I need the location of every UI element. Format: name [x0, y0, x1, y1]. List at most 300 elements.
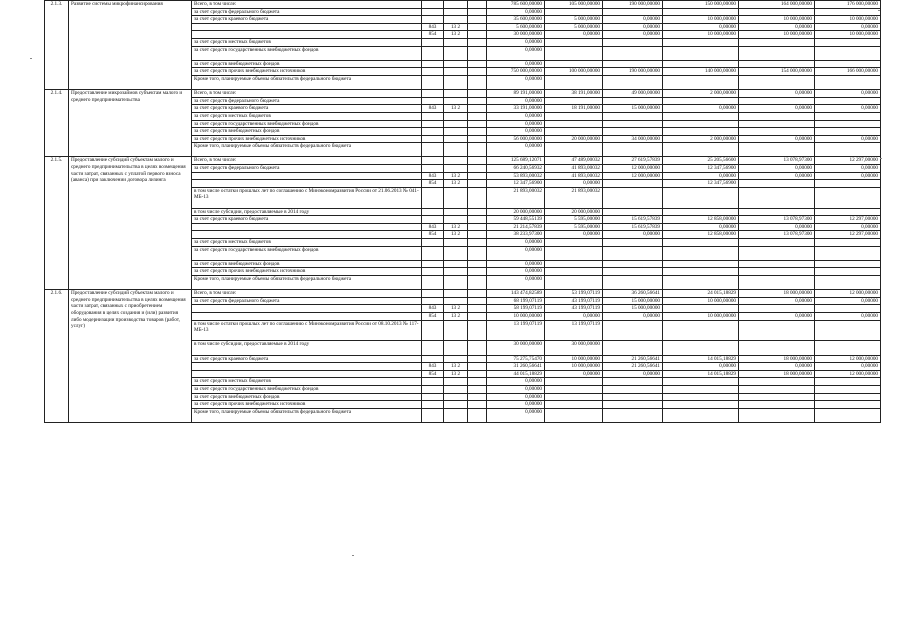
budget-subcode [444, 60, 468, 68]
amount-cell [603, 75, 663, 89]
amount-cell: 33 191,00000 [487, 105, 545, 113]
amount-cell [815, 143, 881, 157]
amount-cell: 0,00000 [487, 268, 545, 276]
amount-cell: 13 078,97300 [739, 216, 815, 224]
budget-code: 843 [422, 305, 444, 313]
scan-speck [880, 158, 882, 159]
amount-cell: 0,00000 [487, 385, 545, 393]
amount-cell: 15 619,57839 [603, 216, 663, 224]
funding-source: за счет средств государственных внебюджетных фондов [192, 46, 422, 60]
budget-code [422, 246, 444, 260]
amount-cell: 12 347,56900 [487, 180, 545, 188]
amount-cell: 18 000,00000 [739, 290, 815, 298]
budget-code: 854 [422, 370, 444, 378]
budget-subcode: 13 2 [444, 180, 468, 188]
item-title: Предоставление субсидий субъектам малого и среднего предпринимательства в целях возмещения части затрат, связанных с уплатой первого взноса (аванса) при заключении договора лизинга [69, 157, 192, 290]
amount-cell: 0,00000 [487, 97, 545, 105]
amount-cell: 0,00000 [815, 165, 881, 173]
amount-cell [663, 60, 739, 68]
budget-code [422, 216, 444, 224]
amount-cell: 190 000,00000 [603, 1, 663, 9]
amount-cell [663, 208, 739, 216]
budget-code [422, 401, 444, 409]
amount-cell [815, 60, 881, 68]
funding-source: за счет средств местных бюджетов [192, 112, 422, 120]
budget-code [422, 1, 444, 9]
amount-cell: 35 600,00000 [487, 16, 545, 24]
scan-speck [878, 10, 880, 11]
funding-source: за счет средств государственных внебюджетных фондов [192, 385, 422, 393]
budget-code [422, 157, 444, 165]
blank-cell [468, 341, 487, 355]
item-number: 2.1.6. [45, 290, 69, 423]
blank-cell [468, 223, 487, 231]
amount-cell [545, 275, 603, 289]
amount-cell [739, 268, 815, 276]
funding-source: в том числе субсидии, предоставляемые в 2014 году [192, 208, 422, 216]
funding-source: за счет средств краевого бюджета [192, 355, 422, 363]
amount-cell [815, 268, 881, 276]
amount-cell: 166 000,00000 [815, 68, 881, 76]
document-sheet [44, 0, 881, 423]
amount-cell: 10 000,00000 [663, 312, 739, 320]
amount-cell: 0,00000 [739, 90, 815, 98]
budget-code [422, 8, 444, 16]
blank-cell [468, 90, 487, 98]
amount-cell: 12 347,56900 [663, 180, 739, 188]
budget-subcode: 13 2 [444, 231, 468, 239]
amount-cell [663, 120, 739, 128]
amount-cell: 0,00000 [663, 223, 739, 231]
budget-subcode [444, 143, 468, 157]
amount-cell: 0,00000 [815, 23, 881, 31]
funding-source [192, 231, 422, 239]
amount-cell: 36 260,56641 [603, 290, 663, 298]
funding-source: за счет средств краевого бюджета [192, 16, 422, 24]
amount-cell [663, 8, 739, 16]
budget-code [422, 275, 444, 289]
amount-cell [739, 143, 815, 157]
blank-cell [468, 165, 487, 173]
amount-cell: 30 000,00000 [487, 31, 545, 39]
amount-cell: 49 000,00000 [603, 90, 663, 98]
amount-cell: 150 000,00000 [663, 1, 739, 9]
amount-cell: 30 000,00000 [545, 341, 603, 355]
amount-cell [545, 120, 603, 128]
budget-code [422, 60, 444, 68]
amount-cell: 0,00000 [739, 23, 815, 31]
budget-code [422, 297, 444, 305]
budget-subcode [444, 16, 468, 24]
amount-cell [815, 8, 881, 16]
amount-cell: 66 240,56932 [487, 165, 545, 173]
budget-code [422, 38, 444, 46]
table-row [45, 157, 881, 165]
blank-cell [468, 120, 487, 128]
amount-cell: 0,00000 [545, 180, 603, 188]
amount-cell: 12 000,00000 [815, 290, 881, 298]
amount-cell: 5 595,00000 [545, 216, 603, 224]
funding-source: за счет средств федерального бюджета [192, 165, 422, 173]
amount-cell [663, 393, 739, 401]
amount-cell [739, 401, 815, 409]
amount-cell [815, 97, 881, 105]
budget-subcode [444, 268, 468, 276]
table-row [45, 1, 881, 9]
blank-cell [468, 355, 487, 363]
blank-cell [468, 268, 487, 276]
amount-cell: 41 893,00032 [545, 165, 603, 173]
amount-cell: 10 000,00000 [663, 297, 739, 305]
blank-cell [468, 135, 487, 143]
blank-cell [468, 16, 487, 24]
amount-cell [603, 46, 663, 60]
budget-code [422, 208, 444, 216]
amount-cell: 38 191,00000 [545, 90, 603, 98]
budget-code [422, 97, 444, 105]
amount-cell [739, 75, 815, 89]
amount-cell [815, 275, 881, 289]
amount-cell [815, 46, 881, 60]
amount-cell [739, 239, 815, 247]
budget-subcode [444, 128, 468, 136]
budget-subcode: 13 2 [444, 305, 468, 313]
amount-cell [815, 75, 881, 89]
amount-cell [739, 275, 815, 289]
blank-cell [468, 231, 487, 239]
amount-cell [663, 401, 739, 409]
budget-subcode [444, 187, 468, 208]
amount-cell: 13 078,97300 [739, 231, 815, 239]
amount-cell [739, 305, 815, 313]
amount-cell: 0,00000 [487, 46, 545, 60]
amount-cell [603, 408, 663, 422]
amount-cell: 21 260,56641 [603, 355, 663, 363]
budget-subcode [444, 408, 468, 422]
amount-cell: 164 000,00000 [739, 1, 815, 9]
blank-cell [468, 8, 487, 16]
amount-cell: 30 000,00000 [487, 341, 545, 355]
blank-cell [468, 246, 487, 260]
budget-subcode [444, 135, 468, 143]
funding-source: за счет средств федерального бюджета [192, 297, 422, 305]
blank-cell [468, 187, 487, 208]
amount-cell: 21 260,56641 [603, 363, 663, 371]
budget-subcode [444, 378, 468, 386]
amount-cell: 0,00000 [487, 378, 545, 386]
funding-source [192, 363, 422, 371]
amount-cell: 41 893,00032 [545, 172, 603, 180]
amount-cell: 14 015,18829 [663, 370, 739, 378]
amount-cell: 68 199,07119 [487, 297, 545, 305]
funding-source: за счет средств федерального бюджета [192, 8, 422, 16]
amount-cell: 0,00000 [739, 312, 815, 320]
blank-cell [468, 75, 487, 89]
blank-cell [468, 157, 487, 165]
amount-cell [663, 378, 739, 386]
scan-speck [30, 58, 32, 59]
amount-cell [603, 180, 663, 188]
amount-cell [603, 8, 663, 16]
amount-cell [739, 393, 815, 401]
amount-cell: 0,00000 [739, 363, 815, 371]
amount-cell [739, 385, 815, 393]
blank-cell [468, 105, 487, 113]
blank-cell [468, 112, 487, 120]
amount-cell [663, 75, 739, 89]
blank-cell [468, 297, 487, 305]
budget-subcode [444, 38, 468, 46]
budget-subcode [444, 290, 468, 298]
budget-subcode: 13 2 [444, 370, 468, 378]
budget-subcode [444, 297, 468, 305]
amount-cell [739, 46, 815, 60]
amount-cell [545, 378, 603, 386]
blank-cell [468, 370, 487, 378]
amount-cell: 56 000,00000 [487, 135, 545, 143]
amount-cell: 10 000,00000 [663, 31, 739, 39]
amount-cell: 0,00000 [815, 105, 881, 113]
amount-cell [663, 128, 739, 136]
amount-cell [603, 268, 663, 276]
amount-cell: 21 893,00032 [487, 187, 545, 208]
amount-cell [815, 38, 881, 46]
amount-cell [545, 38, 603, 46]
funding-source: за счет средств местных бюджетов [192, 38, 422, 46]
amount-cell [739, 378, 815, 386]
budget-code [422, 320, 444, 341]
budget-code [422, 187, 444, 208]
amount-cell: 21 893,00032 [545, 187, 603, 208]
amount-cell: 12 297,00000 [815, 231, 881, 239]
amount-cell: 0,00000 [739, 135, 815, 143]
budget-subcode [444, 90, 468, 98]
budget-code: 843 [422, 172, 444, 180]
funding-source: за счет средств внебюджетных фондов [192, 393, 422, 401]
amount-cell: 18 000,00000 [739, 370, 815, 378]
amount-cell [545, 239, 603, 247]
amount-cell: 21 214,57839 [487, 223, 545, 231]
amount-cell [603, 320, 663, 341]
budget-subcode [444, 120, 468, 128]
blank-cell [468, 401, 487, 409]
amount-cell: 190 000,00000 [603, 68, 663, 76]
amount-cell [739, 320, 815, 341]
amount-cell [815, 112, 881, 120]
blank-cell [468, 290, 487, 298]
amount-cell: 5 000,00000 [545, 16, 603, 24]
budget-subcode [444, 216, 468, 224]
amount-cell: 15 000,00000 [603, 297, 663, 305]
amount-cell [663, 385, 739, 393]
amount-cell [739, 260, 815, 268]
amount-cell: 750 000,00000 [487, 68, 545, 76]
budget-code [422, 290, 444, 298]
amount-cell: 10 000,00000 [815, 16, 881, 24]
budget-subcode [444, 393, 468, 401]
amount-cell: 0,00000 [545, 31, 603, 39]
amount-cell: 176 000,00000 [815, 1, 881, 9]
budget-code [422, 135, 444, 143]
amount-cell: 5 595,00000 [545, 223, 603, 231]
amount-cell [603, 246, 663, 260]
budget-subcode: 13 2 [444, 23, 468, 31]
item-number: 2.1.4. [45, 90, 69, 157]
amount-cell [603, 260, 663, 268]
budget-subcode [444, 1, 468, 9]
budget-code [422, 165, 444, 173]
amount-cell: 0,00000 [603, 312, 663, 320]
funding-source: Кроме того, планируемые объемы обязательств федерального бюджета [192, 275, 422, 289]
amount-cell: 10 000,00000 [545, 363, 603, 371]
amount-cell [603, 38, 663, 46]
amount-cell: 0,00000 [487, 128, 545, 136]
amount-cell: 12 297,00000 [815, 216, 881, 224]
funding-source: в том числе остатки прошлых лет по соглашению с Минэкономразвития России от 21.06.2013 № 041-МБ-13 [192, 187, 422, 208]
funding-source: за счет средств прочих внебюджетных источников [192, 401, 422, 409]
budget-code [422, 239, 444, 247]
amount-cell [739, 8, 815, 16]
blank-cell [468, 408, 487, 422]
amount-cell [545, 75, 603, 89]
amount-cell [545, 385, 603, 393]
item-title: Предоставление субсидий субъектам малого и среднего предпринимательства в целях возмещения части затрат, связанных с приобретением оборудования в целях создания и (или) развития либо модернизации производства товаров (работ, услуг) [69, 290, 192, 423]
funding-source: за счет средств местных бюджетов [192, 239, 422, 247]
amount-cell [545, 128, 603, 136]
amount-cell: 0,00000 [603, 16, 663, 24]
budget-subcode: 13 2 [444, 172, 468, 180]
amount-cell [603, 385, 663, 393]
funding-source: за счет средств государственных внебюджетных фондов [192, 120, 422, 128]
budget-subcode [444, 246, 468, 260]
budget-subcode [444, 341, 468, 355]
budget-code: 843 [422, 105, 444, 113]
amount-cell: 143 474,82589 [487, 290, 545, 298]
amount-cell [815, 401, 881, 409]
amount-cell [815, 320, 881, 341]
amount-cell: 12 347,56900 [663, 165, 739, 173]
amount-cell [603, 187, 663, 208]
funding-source: в том числе остатки прошлых лет по соглашению с Минэкономразвития России от 08.10.2013 № 117-МБ-13 [192, 320, 422, 341]
scan-speck [352, 555, 354, 556]
amount-cell: 89 191,00000 [487, 90, 545, 98]
amount-cell: 43 199,07119 [545, 305, 603, 313]
amount-cell [663, 187, 739, 208]
blank-cell [468, 385, 487, 393]
amount-cell [815, 393, 881, 401]
blank-cell [468, 312, 487, 320]
budget-code [422, 393, 444, 401]
amount-cell: 0,00000 [487, 120, 545, 128]
amount-cell: 0,00000 [545, 370, 603, 378]
amount-cell [603, 393, 663, 401]
amount-cell: 18 191,00000 [545, 105, 603, 113]
blank-cell [468, 363, 487, 371]
amount-cell [545, 393, 603, 401]
blank-cell [468, 23, 487, 31]
budget-subcode [444, 208, 468, 216]
amount-cell: 13 199,07119 [487, 320, 545, 341]
budget-subcode [444, 97, 468, 105]
amount-cell: 12 858,00000 [663, 231, 739, 239]
amount-cell: 24 015,18829 [663, 290, 739, 298]
blank-cell [468, 208, 487, 216]
budget-subcode [444, 355, 468, 363]
amount-cell: 154 000,00000 [739, 68, 815, 76]
amount-cell [603, 60, 663, 68]
amount-cell: 10 000,00000 [739, 16, 815, 24]
blank-cell [468, 260, 487, 268]
budget-code [422, 128, 444, 136]
amount-cell: 0,00000 [487, 275, 545, 289]
funding-source: в том числе субсидии, предоставляемые в 2014 году [192, 341, 422, 355]
amount-cell: 20 000,00000 [545, 208, 603, 216]
budget-subcode [444, 112, 468, 120]
amount-cell [815, 385, 881, 393]
item-number: 2.1.5. [45, 157, 69, 290]
amount-cell: 58 199,07119 [487, 305, 545, 313]
amount-cell [663, 275, 739, 289]
budget-subcode [444, 260, 468, 268]
funding-source [192, 23, 422, 31]
amount-cell: 59 448,55139 [487, 216, 545, 224]
funding-source: за счет средств прочих внебюджетных источников [192, 135, 422, 143]
amount-cell [663, 38, 739, 46]
budget-subcode [444, 165, 468, 173]
amount-cell: 0,00000 [603, 31, 663, 39]
amount-cell: 0,00000 [815, 90, 881, 98]
amount-cell: 0,00000 [487, 8, 545, 16]
budget-table [44, 0, 881, 423]
budget-subcode [444, 239, 468, 247]
blank-cell [468, 128, 487, 136]
blank-cell [468, 275, 487, 289]
amount-cell: 12 000,00000 [815, 370, 881, 378]
item-title: Развитие системы микрофинансирования [69, 1, 192, 90]
budget-code [422, 408, 444, 422]
amount-cell: 0,00000 [739, 105, 815, 113]
budget-code [422, 355, 444, 363]
funding-source: за счет средств государственных внебюджетных фондов [192, 246, 422, 260]
budget-code: 843 [422, 23, 444, 31]
funding-source: Кроме того, планируемые объемы обязательств федерального бюджета [192, 408, 422, 422]
funding-source [192, 180, 422, 188]
amount-cell [663, 112, 739, 120]
amount-cell: 47 489,00032 [545, 157, 603, 165]
budget-code [422, 341, 444, 355]
amount-cell [663, 239, 739, 247]
amount-cell: 43 199,07119 [545, 297, 603, 305]
amount-cell: 20 000,00000 [545, 135, 603, 143]
amount-cell: 0,00000 [815, 172, 881, 180]
budget-subcode: 13 2 [444, 363, 468, 371]
blank-cell [468, 378, 487, 386]
amount-cell: 12 000,00000 [603, 172, 663, 180]
item-number: 2.1.3. [45, 1, 69, 90]
blank-cell [468, 305, 487, 313]
amount-cell: 0,00000 [487, 401, 545, 409]
amount-cell [663, 46, 739, 60]
amount-cell [663, 408, 739, 422]
amount-cell: 0,00000 [487, 260, 545, 268]
budget-subcode: 13 2 [444, 105, 468, 113]
amount-cell [739, 97, 815, 105]
budget-code: 854 [422, 180, 444, 188]
budget-code [422, 46, 444, 60]
amount-cell: 105 000,00000 [545, 1, 603, 9]
amount-cell [663, 320, 739, 341]
amount-cell [545, 8, 603, 16]
